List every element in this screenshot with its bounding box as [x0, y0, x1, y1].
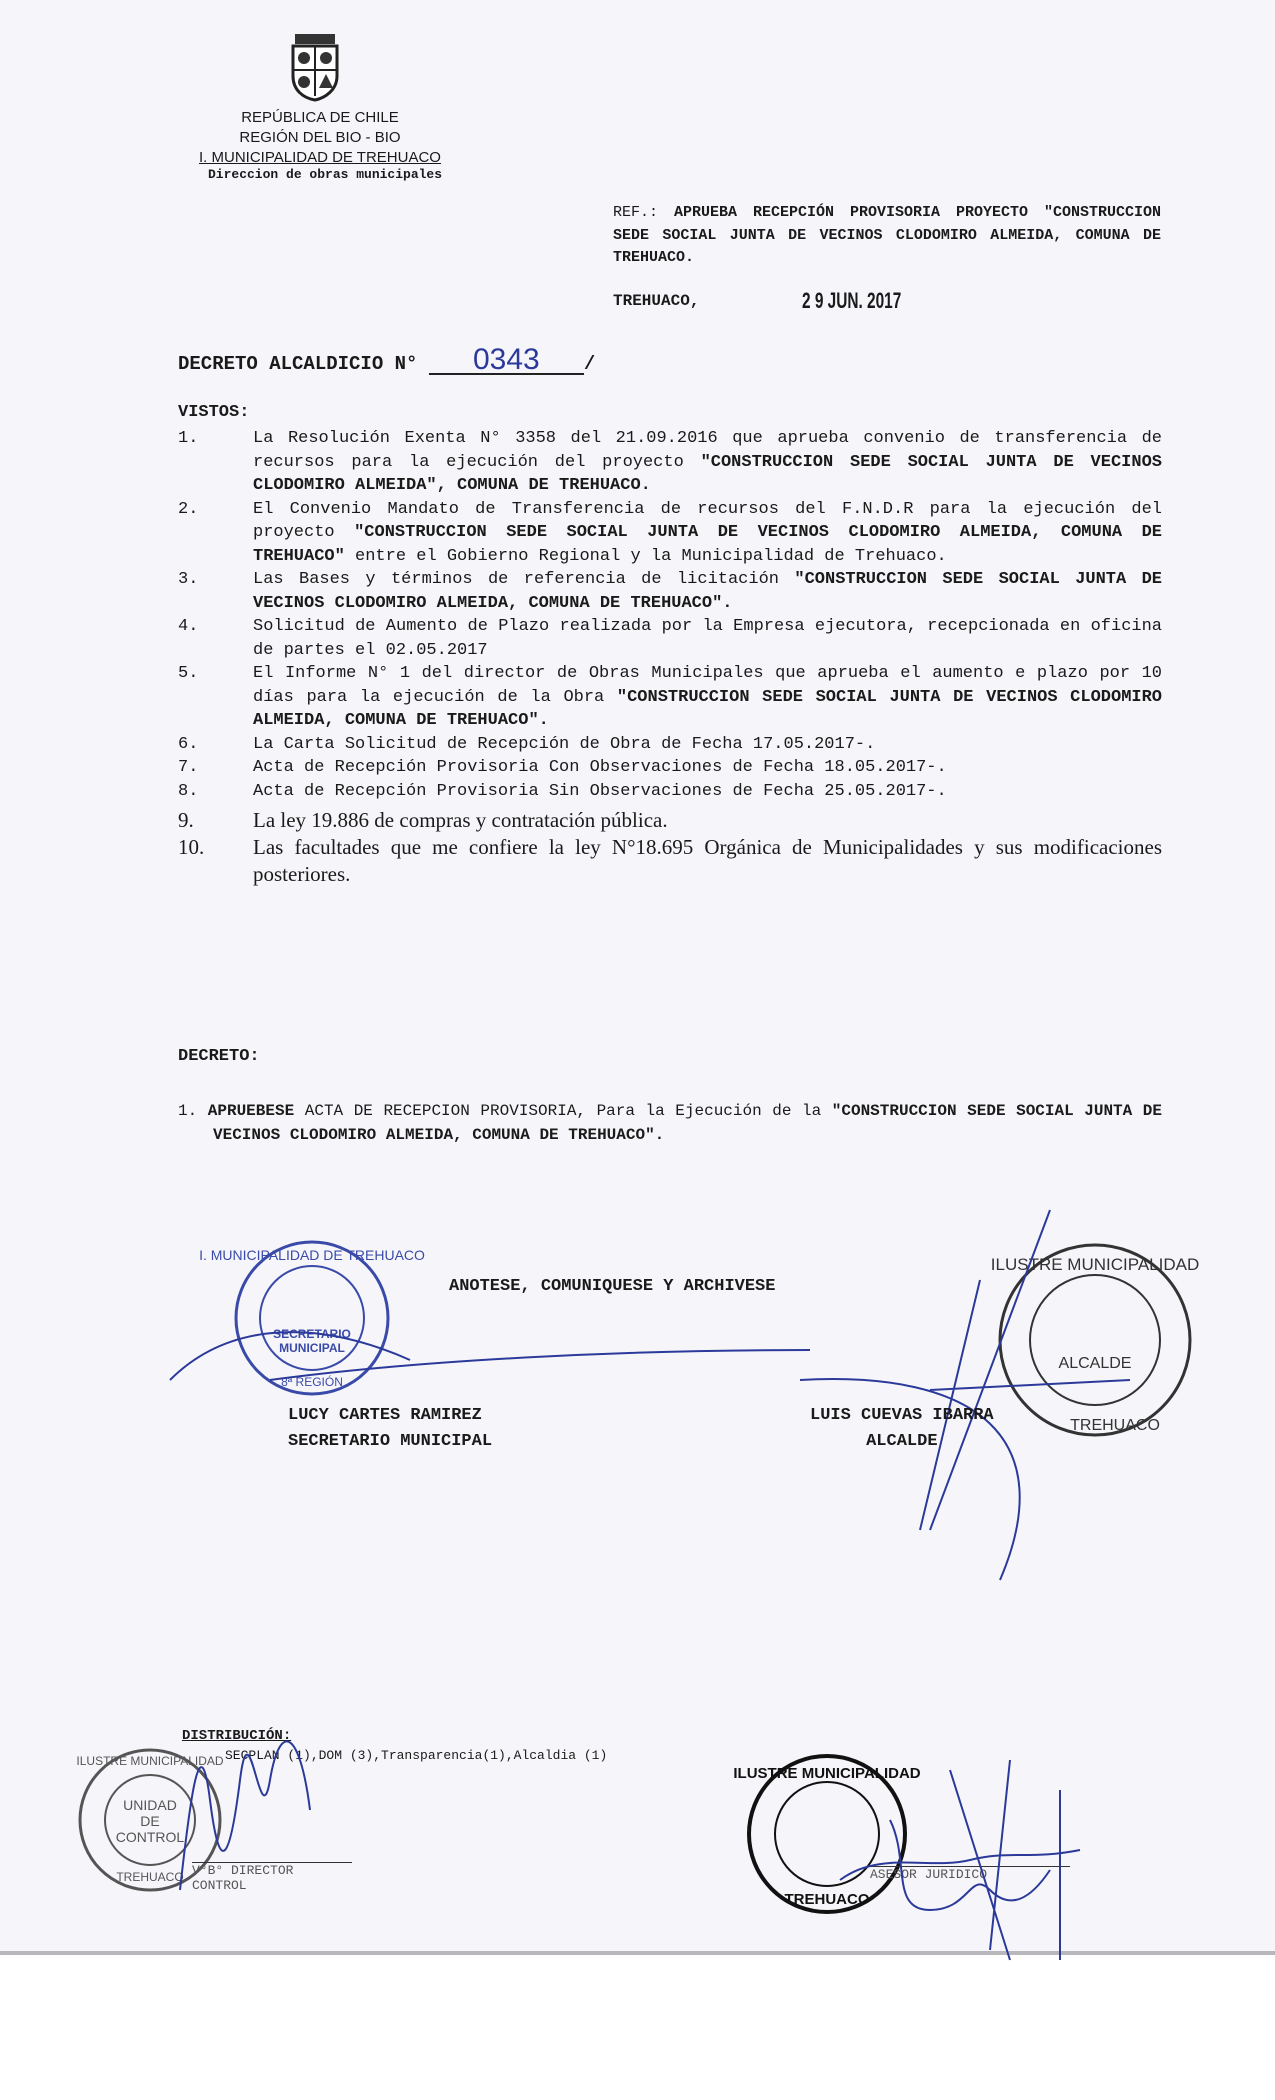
item-text: El Informe N° 1 del director de Obras Municipales que aprueba el aumento e plazo por 10 días para la ejecución de la Obra "CONSTRUCCION SEDE SOCIAL JUNTA DE VECINOS CLODOMIRO ALMEIDA, COMUNA DE TREHUACO".	[253, 664, 1162, 730]
item-number: 8.	[178, 781, 199, 801]
vistos-item	[178, 662, 1162, 733]
item-text: La ley 19.886 de compras y contratación pública.	[253, 808, 668, 832]
distribution-title: DISTRIBUCIÓN:	[182, 1728, 292, 1744]
distribution-list: SECPLAN (1),DOM (3),Transparencia(1),Alcaldia (1)	[225, 1748, 608, 1763]
item-text: El Convenio Mandato de Transferencia de recursos del F.N.D.R para la ejecución del proyecto "CONSTRUCCION SEDE SOCIAL JUNTA DE VECINOS CLODOMIRO ALMEIDA, COMUNA DE TREHUACO" entre el Gobierno Regional y la Municipalidad de Trehuaco.	[253, 499, 1162, 566]
decreto-title: DECRETO:	[178, 1047, 260, 1066]
signatory-name: LUIS CUEVAS IBARRA	[810, 1406, 994, 1425]
signatory-mayor	[810, 1403, 994, 1455]
svg-text:TREHUACO: TREHUACO	[1070, 1417, 1160, 1434]
place: TREHUACO,	[613, 292, 700, 310]
svg-text:TREHUACO: TREHUACO	[784, 1891, 870, 1908]
ref-label: REF.:	[613, 204, 659, 221]
item-text: La Carta Solicitud de Recepción de Obra de Fecha 17.05.2017-.	[253, 734, 876, 754]
item-number: 7.	[178, 758, 199, 777]
header-line: I. MUNICIPALIDAD DE TREHUACO	[199, 149, 441, 166]
svg-text:ILUSTRE MUNICIPALIDAD: ILUSTRE MUNICIPALIDAD	[990, 1255, 1200, 1274]
header-line: REGIÓN DEL BIO - BIO	[239, 129, 401, 146]
item-number: 1.	[178, 429, 199, 448]
vistos-item	[178, 427, 1162, 498]
svg-text:I. MUNICIPALIDAD DE TREHUACO: I. MUNICIPALIDAD DE TREHUACO	[199, 1247, 425, 1263]
signatory-secretary	[288, 1403, 492, 1455]
signatory-name: LUCY CARTES RAMIREZ	[288, 1406, 482, 1425]
signatory-title: ALCALDE	[866, 1432, 938, 1451]
vistos-item	[178, 615, 1162, 662]
item-number: 1.	[178, 1102, 198, 1120]
decree-title	[178, 343, 596, 376]
item-text: Las facultades que me confiere la ley N°18.695 Orgánica de Municipalidades y sus modificaciones posteriores.	[253, 835, 1162, 886]
svg-text:8ª REGIÓN: 8ª REGIÓN	[281, 1375, 343, 1389]
svg-text:ILUSTRE MUNICIPALIDAD: ILUSTRE MUNICIPALIDAD	[733, 1765, 921, 1782]
juridico-approval-label: ASESOR JURIDICO	[870, 1866, 1070, 1882]
svg-text:MUNICIPAL: MUNICIPAL	[279, 1341, 345, 1355]
item-number: 4.	[178, 617, 199, 636]
item-text: Acta de Recepción Provisoria Con Observaciones de Fecha 18.05.2017-.	[253, 758, 947, 777]
vistos-list	[178, 427, 1162, 888]
date-stamp: 2 9 JUN. 2017	[802, 288, 902, 313]
item-number: 2.	[178, 499, 199, 519]
svg-text:DE: DE	[140, 1813, 160, 1829]
svg-text:UNIDAD: UNIDAD	[123, 1797, 177, 1813]
vistos-item	[178, 498, 1162, 569]
item-text: Acta de Recepción Provisoria Sin Observaciones de Fecha 25.05.2017-.	[253, 781, 947, 801]
juridico-signature	[830, 1760, 1110, 1960]
vistos-item	[178, 834, 1162, 888]
decree-number: 0343	[429, 347, 584, 375]
vistos-title: VISTOS:	[178, 403, 250, 422]
vistos-item	[178, 807, 1162, 834]
svg-text:TREHUACO: TREHUACO	[116, 1870, 184, 1884]
decreto-item	[178, 1100, 1162, 1147]
item-number: 9.	[178, 808, 194, 832]
item-bold: APRUEBESE	[207, 1102, 295, 1120]
item-text: ACTA DE RECEPCION PROVISORIA, Para la Ejecución de la	[294, 1102, 832, 1120]
ref-text: APRUEBA RECEPCIÓN PROVISORIA PROYECTO "CONSTRUCCION SEDE SOCIAL JUNTA DE VECINOS CLODOMIRO ALMEIDA, COMUNA DE TREHUACO.	[613, 204, 1161, 266]
item-bold: "CONSTRUCCION SEDE SOCIAL JUNTA DE VECINOS CLODOMIRO ALMEIDA, COMUNA DE TREHUACO".	[213, 1102, 1163, 1144]
svg-text:CONTROL: CONTROL	[115, 1829, 185, 1845]
vistos-item	[178, 780, 1162, 804]
item-number: 5.	[178, 664, 199, 683]
header-line: REPÚBLICA DE CHILE	[241, 109, 399, 126]
item-text: La Resolución Exenta N° 3358 del 21.09.2016 que aprueba convenio de transferencia de recursos para la ejecución del proyecto "CONSTRUCCION SEDE SOCIAL JUNTA DE VECINOS CLODOMIRO ALMEIDA", COMUNA DE TREHUACO.	[253, 429, 1162, 495]
department-name: Direccion de obras municipales	[208, 167, 443, 182]
signatory-title: SECRETARIO MUNICIPAL	[288, 1432, 493, 1451]
item-text: Las Bases y términos de referencia de licitación "CONSTRUCCION SEDE SOCIAL JUNTA DE VECINOS CLODOMIRO ALMEIDA, COMUNA DE TREHUACO".	[253, 570, 1162, 613]
svg-text:SECRETARIO: SECRETARIO	[273, 1327, 351, 1341]
item-text: Solicitud de Aumento de Plazo realizada por la Empresa ejecutora, recepcionada en oficina de partes el 02.05.2017	[253, 617, 1162, 660]
item-number: 3.	[178, 570, 199, 589]
municipal-crest-logo	[285, 32, 345, 102]
vistos-item	[178, 568, 1162, 615]
header-block	[150, 108, 490, 168]
control-signature	[170, 1700, 370, 1900]
slash: /	[583, 353, 596, 375]
control-approval-label: V°B° DIRECTOR CONTROL	[192, 1862, 352, 1893]
closing-formula: ANOTESE, COMUNIQUESE Y ARCHIVESE	[449, 1277, 776, 1296]
vistos-item	[178, 756, 1162, 780]
svg-text:ALCALDE: ALCALDE	[1058, 1355, 1132, 1372]
decree-label: DECRETO ALCALDICIO N°	[178, 353, 418, 375]
reference-block	[613, 202, 1161, 270]
svg-text:ILUSTRE MUNICIPALIDAD: ILUSTRE MUNICIPALIDAD	[76, 1754, 224, 1768]
vistos-item	[178, 733, 1162, 757]
item-number: 6.	[178, 734, 199, 754]
item-number: 10.	[178, 835, 205, 859]
